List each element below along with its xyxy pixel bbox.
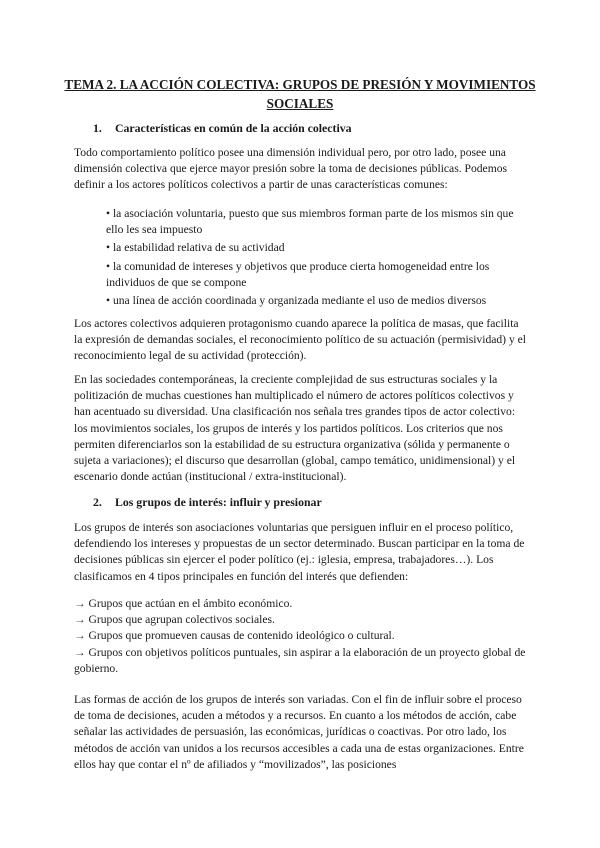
section-2-paragraph-2: Las formas de acción de los grupos de interés son variadas. Con el fin de influir sobre el proceso de toma de decisiones, acuden a métodos y a recursos. En cuanto a los métodos de acción, cabe señalar las actividades de persuasión, las económicas, jurídicas o coactivas. Por otro lado, los métodos de acción van unidos a los recursos accesibles a cada una de estas organizaciones. Entre ellos hay que contar el nº de afiliados y “movilizados”, las posiciones [74,693,524,771]
list-item: • la comunidad de intereses y objetivos que produce cierta homogeneidad entre los individuos de que se compone [106,259,490,289]
page-title: TEMA 2. LA ACCIÓN COLECTIVA: GRUPOS DE PRESIÓN Y MOVIMIENTOS SOCIALES [64,77,536,111]
section-2-heading [93,494,322,510]
section-1-heading-text: Características en común de la acción colectiva [115,121,352,135]
section-1-heading [93,120,352,136]
section-2-intro: Los grupos de interés son asociaciones voluntarias que persiguen influir en el proceso político, defendiendo los intereses y propuestas de un sector determinado. Buscan participar en la toma de decisiones públicas sin ejercer el poder político (ej.: iglesia, empresa, trabajadores…). Los clasificamos en 4 tipos principales en función del interés que defienden: [74,521,525,583]
list-item: → Grupos que actúan en el ámbito económico. [74,597,293,610]
section-1-paragraph-3: En las sociedades contemporáneas, la creciente complejidad de sus estructuras sociales y la politización de muchas cuestiones han multiplicado el número de actores políticos colectivos y han acentuado su diversidad. Una clasificación nos señala tres grandes tipos de actor colectivo: los movimientos sociales, los grupos de interés y los partidos políticos. Los criterios que nos permiten diferenciarlos son la estabilidad de su estructura organizativa (sólida y permanente o sujeta a variaciones); el discurso que desarrollan (global, campo temático, unidimensional) y el escenario donde actúan (institucional / extra-institucional). [74,373,516,484]
section-1-number: 1. [93,121,102,135]
list-item: • la asociación voluntaria, puesto que sus miembros forman parte de los mismos sin que ello les sea impuesto [106,207,514,237]
list-item: → Grupos que promueven causas de contenido ideológico o cultural. [74,629,395,643]
list-item: → Grupos con objetivos políticos puntuales, sin aspirar a la elaboración de un proyecto global de gobierno. [74,645,526,675]
interest-groups-list [74,596,528,677]
characteristics-list [106,206,526,311]
section-1-intro: Todo comportamiento político posee una dimensión individual pero, por otro lado, posee una dimensión colectiva que ejerce mayor presión sobre la toma de decisiones públicas. Podemos definir a los actores políticos colectivos a partir de unas características comunes: [74,146,508,192]
list-item: • la estabilidad relativa de su actividad [106,241,285,255]
section-1-paragraph-2: Los actores colectivos adquieren protagonismo cuando aparece la política de masas, que facilita la expresión de demandas sociales, el reconocimiento político de su actuación (permisividad) y el reconocimiento legal de su actividad (protección). [74,317,527,363]
section-2-number: 2. [93,495,102,509]
list-item: → Grupos que agrupan colectivos sociales. [74,613,275,627]
section-2-heading-text: Los grupos de interés: influir y presionar [115,495,322,509]
list-item: • una línea de acción coordinada y organizada mediante el uso de medios diversos [106,294,487,308]
